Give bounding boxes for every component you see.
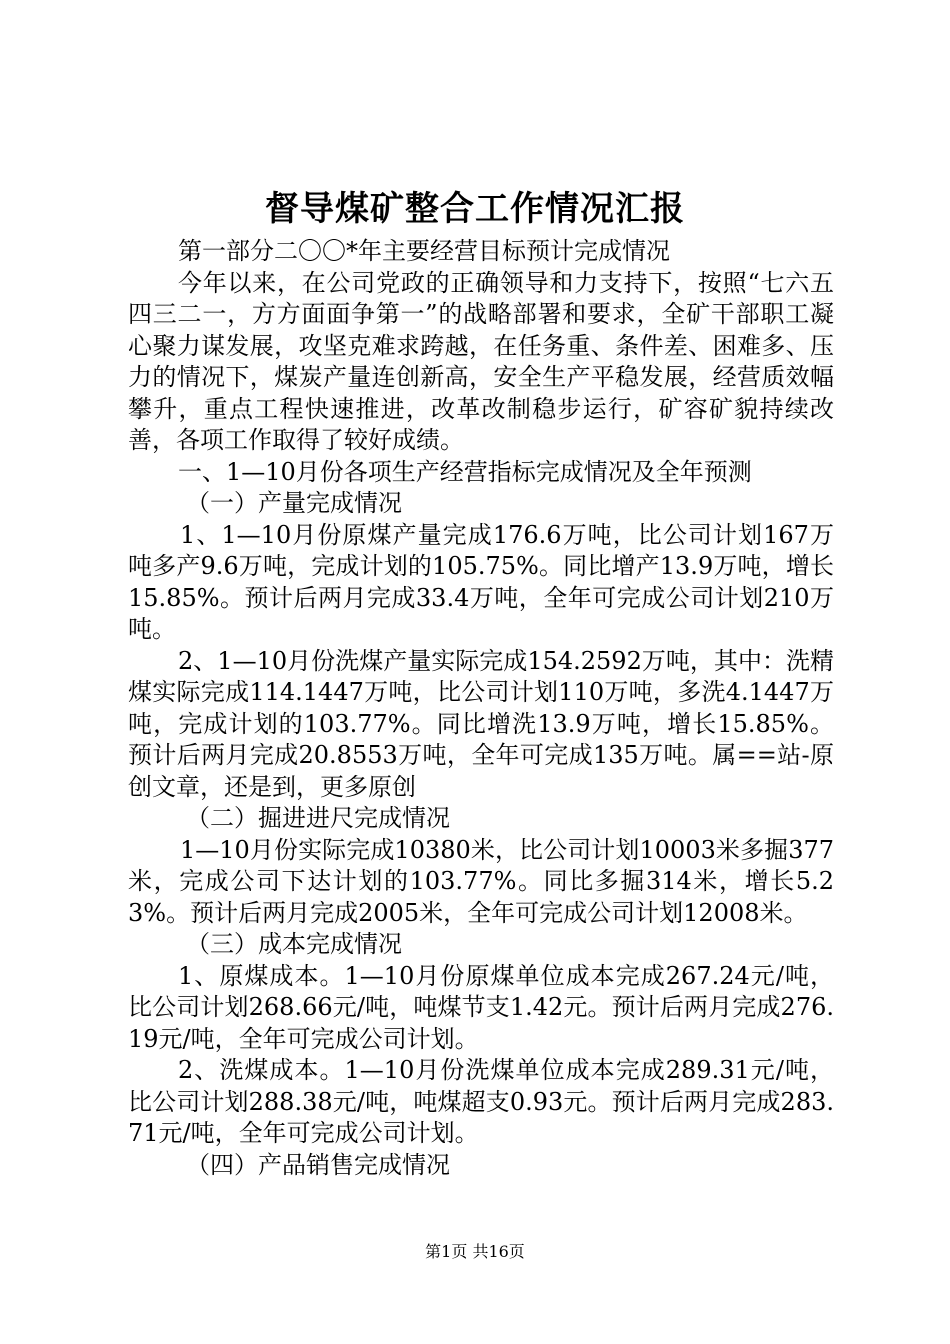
- paragraph-raw-coal-output: 1、1—10月份原煤产量完成176.6万吨，比公司计划167万吨多产9.6万吨，完成计划的105.75%。同比增产13.9万吨，增长15.85%。预计后两月完成33.4万吨，全年可完成公司计划210万吨。: [128, 520, 834, 643]
- subsection-heading-cost: （三）成本完成情况: [186, 930, 402, 958]
- subsection-heading-tunneling: （二）掘进进尺完成情况: [186, 804, 450, 832]
- paragraph-raw-coal-cost: 1、原煤成本。1—10月份原煤单位成本完成267.24元/吨，比公司计划268.66元/吨，吨煤节支1.42元。预计后两月完成276.19元/吨，全年可完成公司计划。: [128, 961, 834, 1053]
- subsection-heading-sales: （四）产品销售完成情况: [186, 1150, 450, 1179]
- paragraph-washed-coal-output: 2、1—10月份洗煤产量实际完成154.2592万吨，其中：洗精煤实际完成114.1447万吨，比公司计划110万吨，多洗4.1447万吨，完成计划的103.77%。同比增洗13.9万吨，增长15.85%。预计后两月完成20.8553万吨，全年可完成135万吨。属==站-原创文章，还是到，更多原创: [128, 646, 834, 801]
- paragraph-tunneling: 1—10月份实际完成10380米，比公司计划10003米多掘377米，完成公司下达计划的103.77%。同比多掘314米，增长5.23%。预计后两月完成2005米，全年可完成公司计划12008米。: [128, 835, 834, 927]
- document-body: [128, 236, 834, 1181]
- page-footer: 第1页 共16页: [425, 1242, 525, 1261]
- chapter-heading: 一、1—10月份各项生产经营指标完成情况及全年预测: [178, 457, 752, 486]
- subsection-heading-output: （一）产量完成情况: [186, 489, 402, 517]
- intro-paragraph: 今年以来，在公司党政的正确领导和力支持下，按照“七六五四三二一，方方面面争第一”的战略部署和要求，全矿干部职工凝心聚力谋发展，攻坚克难求跨越，在任务重、条件差、困难多、压力的情况下，煤炭产量连创新高，安全生产平稳发展，经营质效幅攀升，重点工程快速推进，改革改制稳步运行，矿容矿貌持续改善，各项工作取得了较好成绩。: [128, 268, 834, 454]
- document-title: 督导煤矿整合工作情况汇报: [265, 189, 685, 229]
- paragraph-washed-coal-cost: 2、洗煤成本。1—10月份洗煤单位成本完成289.31元/吨，比公司计划288.38元/吨，吨煤超支0.93元。预计后两月完成283.71元/吨，全年可完成公司计划。: [128, 1056, 834, 1147]
- section-heading: 第一部分二〇〇*年主要经营目标预计完成情况: [178, 237, 670, 265]
